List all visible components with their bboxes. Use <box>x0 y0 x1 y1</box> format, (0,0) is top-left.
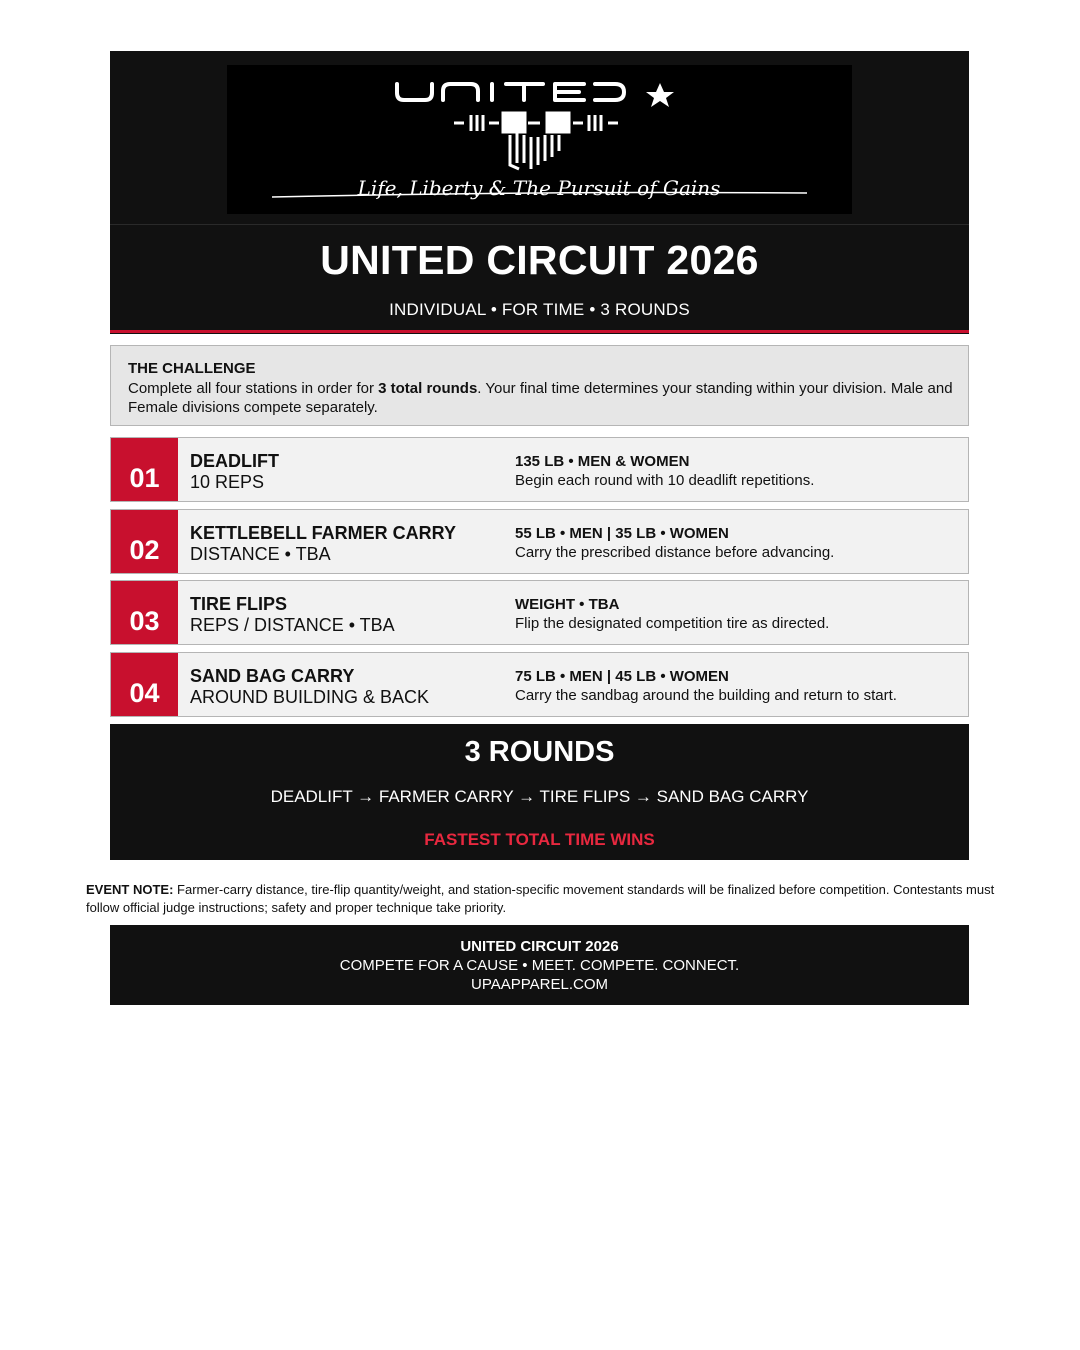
win-condition: FASTEST TOTAL TIME WINS <box>424 830 655 849</box>
challenge-box <box>110 345 969 426</box>
footer-tagline: COMPETE FOR A CAUSE • MEET. COMPETE. CONNECT. <box>339 957 740 974</box>
station-name: TIRE FLIPS <box>190 594 288 614</box>
footer-website: UPAAPPAREL.COM <box>471 976 608 993</box>
page-subtitle: INDIVIDUAL • FOR TIME • 3 ROUNDS <box>389 300 690 319</box>
station-detail: DISTANCE • TBA <box>190 544 331 564</box>
footer <box>110 925 969 1005</box>
station-name: KETTLEBELL FARMER CARRY <box>190 523 457 543</box>
rounds-sequence: DEADLIFT → FARMER CARRY → TIRE FLIPS → SAND BAG CARRY <box>270 787 809 806</box>
station-detail: AROUND BUILDING & BACK <box>190 687 430 707</box>
event-note-text: Farmer-carry distance, tire-flip quantity/weight, and station-specific movement standards will be finalized before competition. Contestants must follow official judge instructions; safety and proper technique take priority. <box>86 882 995 915</box>
station-sand-bag-carry <box>110 652 969 717</box>
station-description: Carry the prescribed distance before advancing. <box>515 544 835 561</box>
station-kettlebell-farmer-carry <box>110 509 969 574</box>
station-name: SAND BAG CARRY <box>190 666 355 686</box>
station-weight: 55 LB • MEN | 35 LB • WOMEN <box>515 525 729 542</box>
event-note-label: EVENT NOTE: <box>86 882 174 897</box>
header-divider <box>110 224 969 225</box>
station-weight: 135 LB • MEN & WOMEN <box>515 453 690 470</box>
logo-tagline: Life, Liberty & The Pursuit of Gains <box>357 176 721 200</box>
station-description: Begin each round with 10 deadlift repetitions. <box>515 472 815 489</box>
station-detail: 10 REPS <box>190 472 265 492</box>
rounds-block <box>110 724 969 860</box>
station-weight: WEIGHT • TBA <box>515 596 620 613</box>
footer-title: UNITED CIRCUIT 2026 <box>460 938 619 955</box>
challenge-text-bold: 3 total rounds <box>378 380 478 397</box>
challenge-text <box>128 379 958 417</box>
challenge-text-start: Complete all four stations in order for <box>128 380 379 397</box>
station-weight: 75 LB • MEN | 45 LB • WOMEN <box>515 668 729 685</box>
station-description: Flip the designated competition tire as directed. <box>515 615 830 632</box>
station-number: 01 <box>111 438 178 501</box>
united-logo <box>227 65 852 214</box>
page-title: UNITED CIRCUIT 2026 <box>320 237 759 283</box>
rounds-title: 3 ROUNDS <box>464 736 615 768</box>
challenge-text-end: . Your final time determines your standing within your division. Male and Female divisions compete separately. <box>128 380 953 416</box>
station-number: 02 <box>111 510 178 573</box>
station-tire-flips <box>110 580 969 645</box>
red-rule <box>110 330 969 333</box>
station-number: 04 <box>111 653 178 716</box>
station-deadlift <box>110 437 969 502</box>
station-number: 03 <box>111 581 178 644</box>
station-description: Carry the sandbag around the building and return to start. <box>515 687 897 704</box>
logo-panel <box>227 65 852 214</box>
station-detail: REPS / DISTANCE • TBA <box>190 615 395 635</box>
challenge-title: THE CHALLENGE <box>128 360 256 377</box>
station-name: DEADLIFT <box>190 451 279 471</box>
event-note <box>86 881 996 917</box>
header-block <box>110 51 969 334</box>
